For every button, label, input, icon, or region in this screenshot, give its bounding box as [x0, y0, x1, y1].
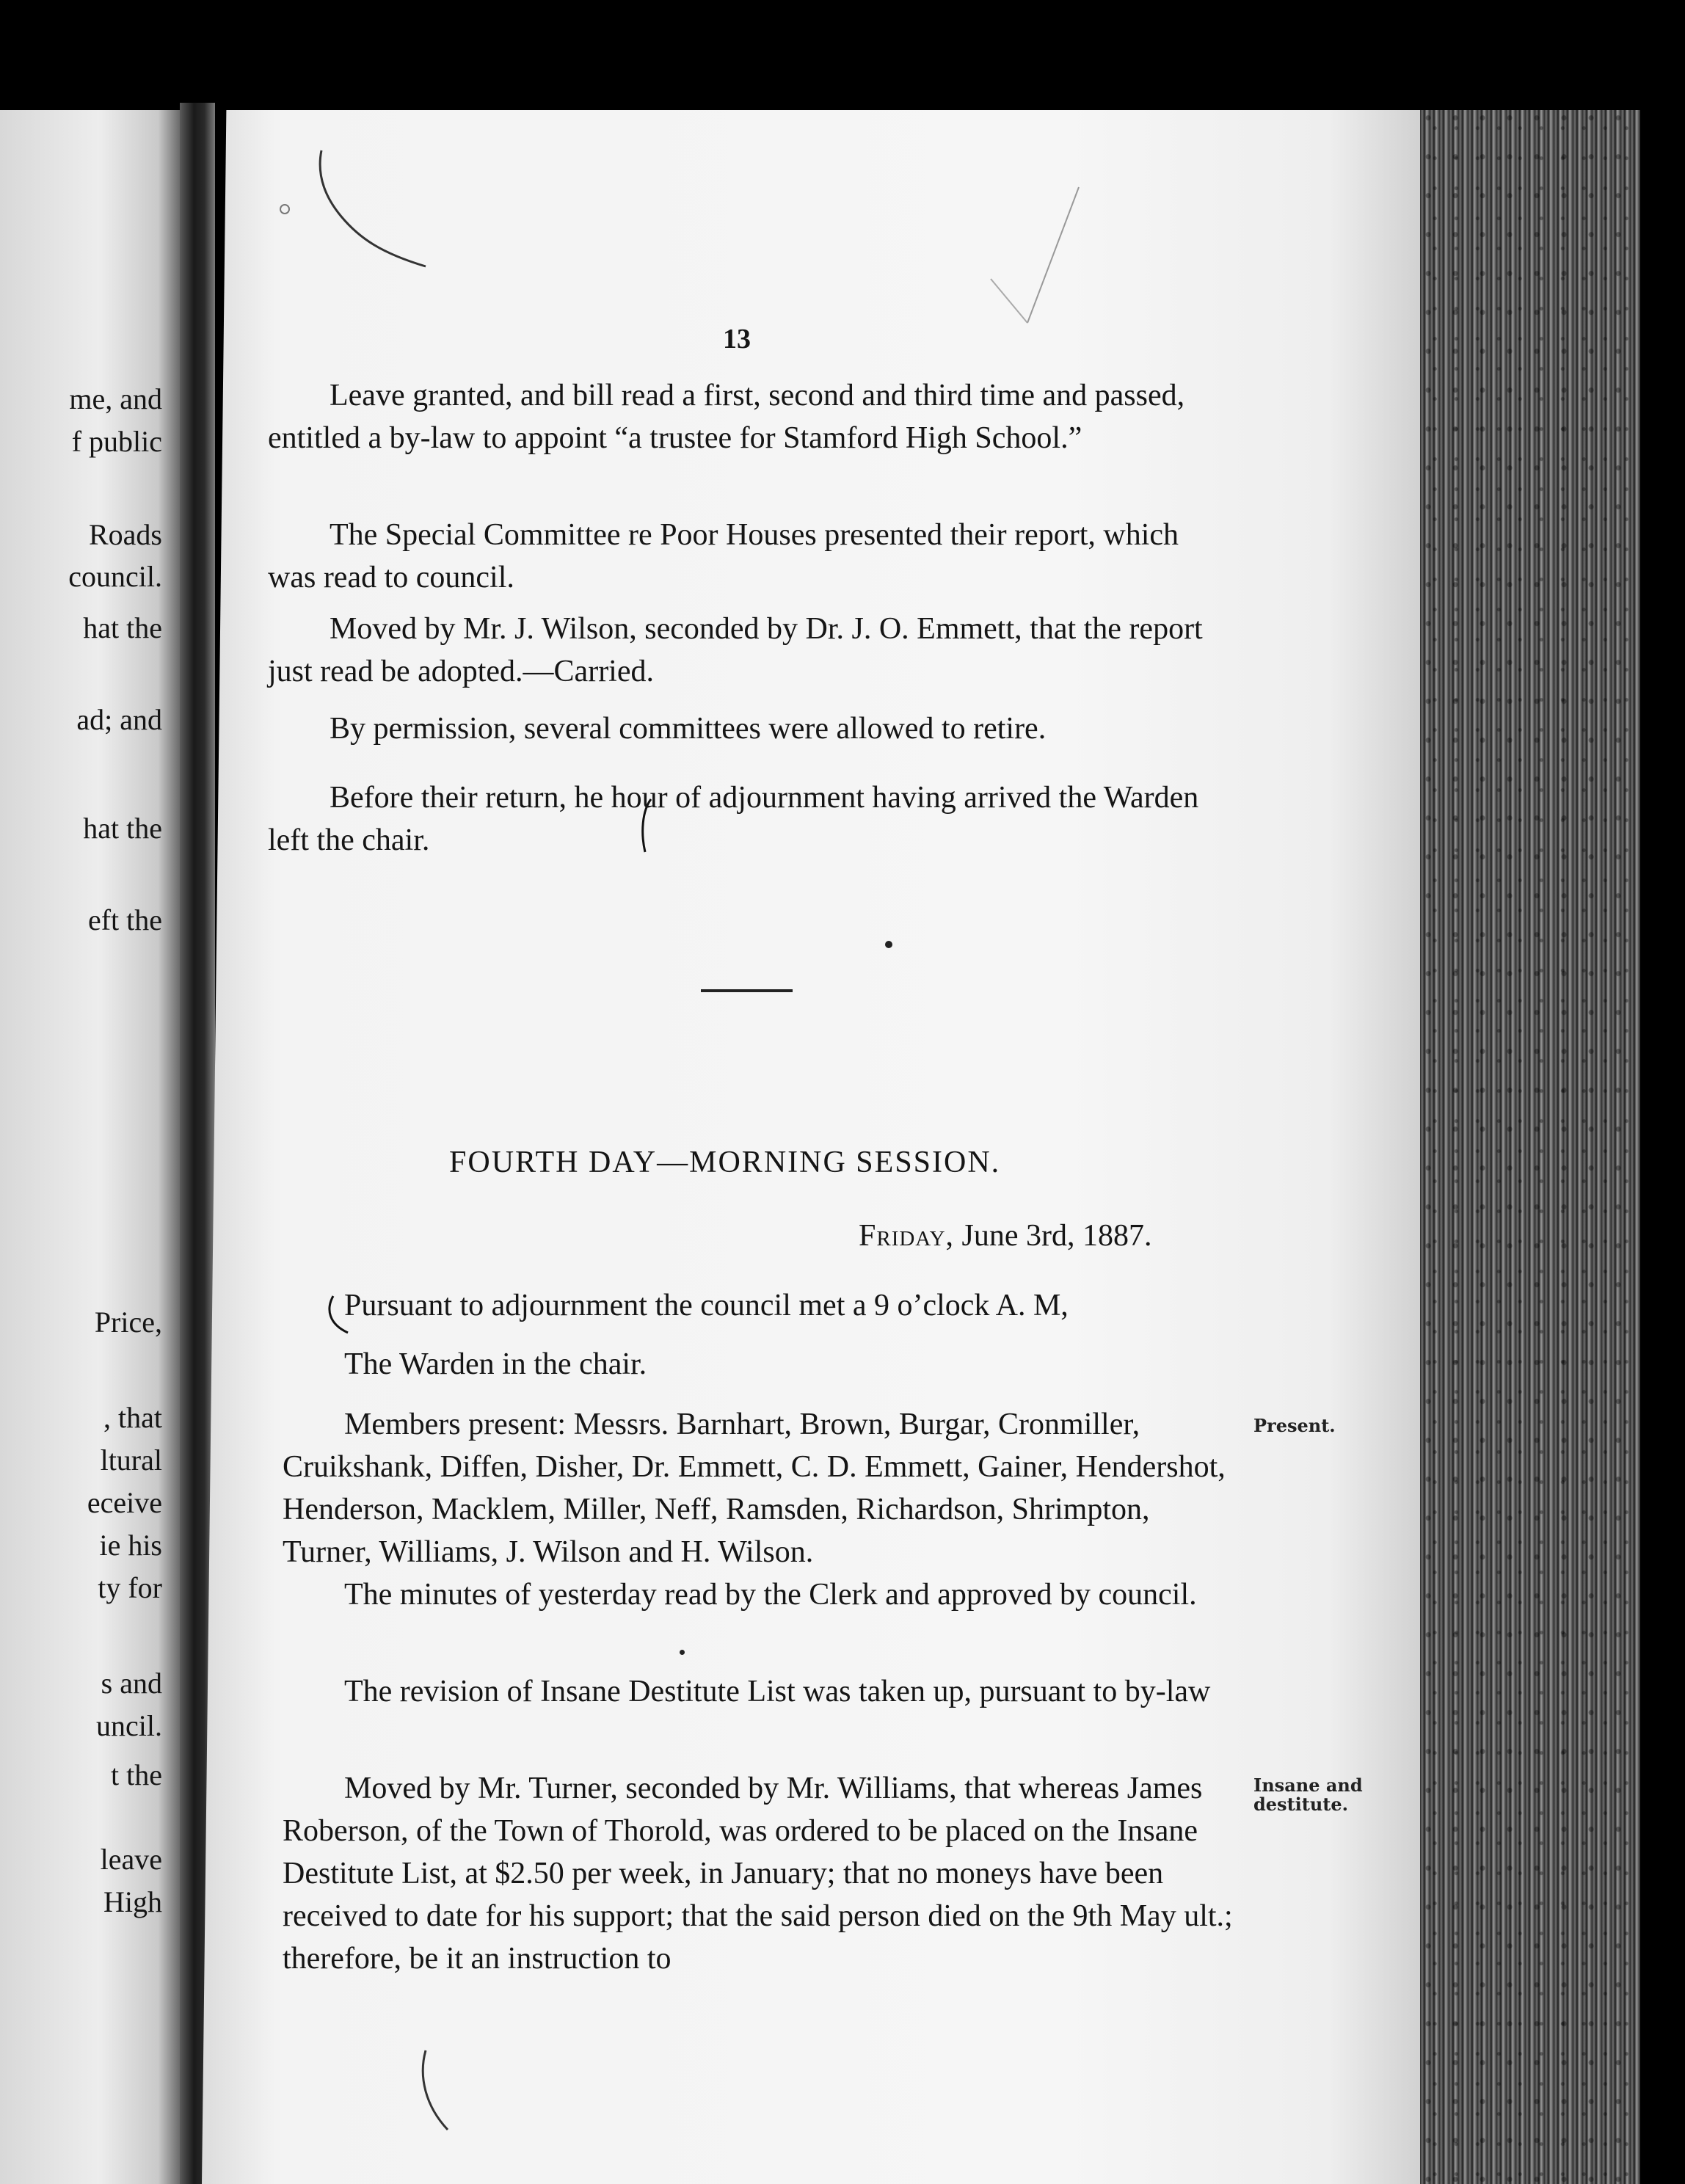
paragraph: Moved by Mr. J. Wilson, seconded by Dr. J. O. Emmett, that the report just read be adopted.—Carried.: [268, 612, 1203, 688]
dateline-date: June 3rd, 1887.: [961, 1219, 1152, 1253]
left-page-line: f public: [71, 425, 162, 458]
dateline-day: Friday,: [859, 1219, 955, 1253]
margin-note-present: Present.: [1253, 1415, 1336, 1436]
scan-border: [1640, 0, 1685, 2184]
left-page-line: ltural: [100, 1444, 162, 1477]
paragraph: The minutes of yesterday read by the Clerk and approved by council.: [344, 1578, 1197, 1612]
left-page-line: ty for: [98, 1571, 162, 1604]
paragraph: Moved by Mr. Turner, seconded by Mr. Williams, that whereas James Roberson, of the Town of Thorold, was ordered to be placed on the Insane Destitute List, at $2.50 per week, in January; that no moneys have been received to date for his support; that the said person died on the 9th May ult.; therefore, be it an instruction to: [283, 1772, 1233, 1976]
page-number: 13: [723, 324, 751, 354]
paragraph: By permission, several committees were allowed to retire.: [330, 712, 1047, 746]
left-page-line: me, and: [69, 382, 162, 415]
pencil-stroke-mark: [272, 143, 440, 283]
section-divider-rule: [701, 989, 793, 992]
left-page-line: eceive: [87, 1486, 162, 1519]
paragraph: The revision of Insane Destitute List was taken up, pursuant to by-law: [344, 1675, 1211, 1708]
margin-note-line: destitute.: [1253, 1794, 1349, 1815]
left-page-line: Roads: [89, 518, 162, 551]
left-page-line: hat the: [83, 812, 162, 845]
paragraph: The Special Committee re Poor Houses presented their report, which was read to council.: [268, 518, 1179, 594]
left-page-line: Price,: [94, 1306, 162, 1339]
left-page-line: t the: [111, 1758, 162, 1791]
session-dateline: [859, 1218, 1152, 1253]
ink-dot: [680, 1650, 685, 1655]
left-page-line: ie his: [99, 1529, 162, 1562]
left-page-line: uncil.: [96, 1709, 162, 1742]
left-page-line: eft the: [87, 903, 162, 936]
paragraph: Leave granted, and bill read a first, second and third time and passed, entitled a by-law to appoint “a trustee for Stamford High School.”: [268, 379, 1185, 455]
left-page-line: ad; and: [76, 703, 162, 736]
left-page-line: High: [103, 1885, 162, 1918]
pencil-stroke-mark: [411, 2048, 455, 2136]
left-facing-page: [0, 110, 180, 2184]
left-page-line: council.: [68, 560, 162, 593]
margin-note-insane-destitute: [1253, 1776, 1363, 1814]
left-page-line: leave: [100, 1843, 162, 1876]
paragraph: Members present: Messrs. Barnhart, Brown, Burgar, Cronmiller, Cruikshank, Diffen, Disher, Dr. Emmett, C. D. Emmett, Gainer, Hendershot, Henderson, Macklem, Miller, Neff, Ramsden, Richardson, Shrimpton, Turner, Williams, J. Wilson and H. Wilson.: [283, 1408, 1226, 1569]
left-page-line: s and: [101, 1667, 162, 1700]
paragraph: The Warden in the chair.: [344, 1347, 647, 1381]
book-page-edges: [1420, 110, 1640, 2184]
left-page-line: hat the: [83, 611, 162, 644]
section-heading: FOURTH DAY—MORNING SESSION.: [449, 1146, 1001, 1179]
paragraph: Before their return, he hour of adjournment having arrived the Warden left the chair.: [268, 781, 1199, 857]
margin-note-line: Insane and: [1253, 1774, 1363, 1796]
left-page-line: , that: [103, 1401, 162, 1434]
faint-scratch-mark: [983, 183, 1086, 330]
paragraph: Pursuant to adjournment the council met a 9 o’clock A. M,: [344, 1289, 1069, 1322]
ink-dot: [885, 941, 892, 948]
